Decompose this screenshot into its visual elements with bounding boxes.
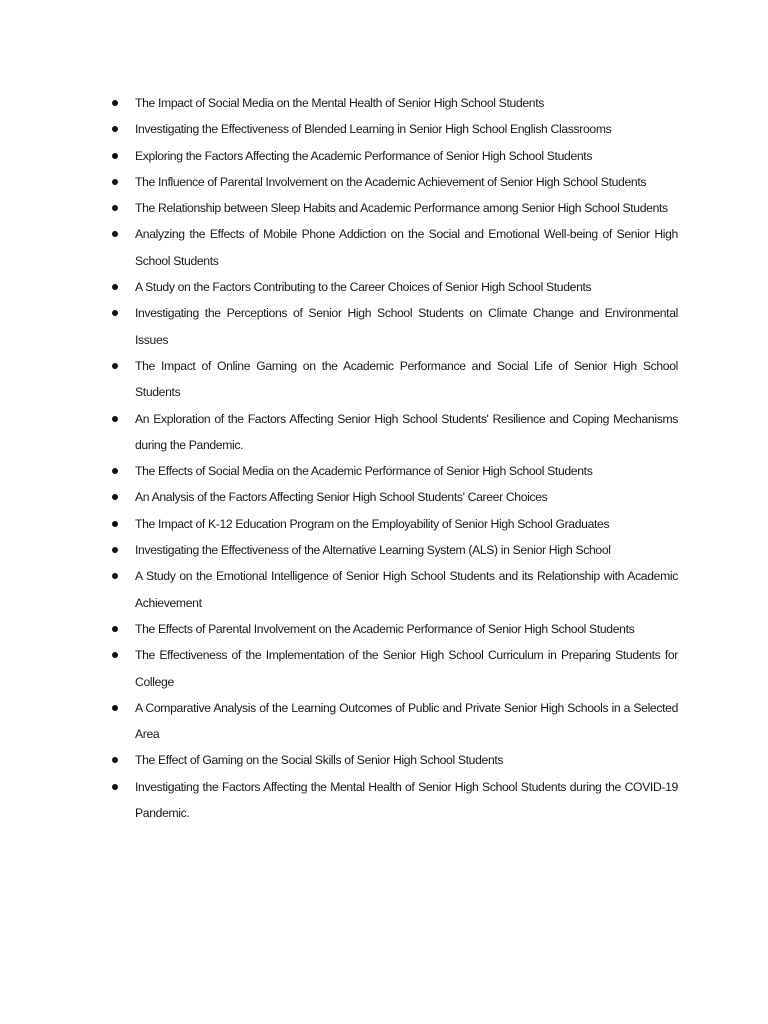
list-item [112,353,678,406]
bullet-icon [112,521,118,527]
bullet-icon [112,100,118,106]
topic-text: The Effects of Parental Involvement on the Academic Performance of Senior High School Students [135,621,635,636]
topic-text: Investigating the Factors Affecting the Mental Health of Senior High School Students during the COVID-19 Pandemic. [135,779,678,821]
list-item [112,616,678,642]
bullet-icon [112,547,118,553]
list-item [112,537,678,563]
topic-text: The Impact of K-12 Education Program on the Employability of Senior High School Graduates [135,516,610,531]
bullet-icon [112,573,118,579]
list-item [112,406,678,459]
bullet-icon [112,705,118,711]
list-item [112,116,678,142]
topic-text: The Effect of Gaming on the Social Skills of Senior High School Students [135,753,504,768]
list-item [112,169,678,195]
topic-text: Investigating the Effectiveness of the Alternative Learning System (ALS) in Senior High School [135,543,611,558]
bullet-icon [112,231,118,237]
list-item [112,747,678,773]
bullet-icon [112,652,118,658]
list-item [112,563,678,616]
list-item [112,642,678,695]
topic-text: A Study on the Emotional Intelligence of Senior High School Students and its Relationship with Academic Achievement [135,569,678,610]
bullet-icon [112,626,118,632]
topic-text: An Analysis of the Factors Affecting Senior High School Students' Career Choices [135,490,548,505]
topic-text: The Effects of Social Media on the Academic Performance of Senior High School Students [135,464,593,479]
list-item [112,458,678,484]
topic-text: Investigating the Perceptions of Senior High School Students on Climate Change and Environmental Issues [135,306,678,347]
bullet-icon [112,153,118,159]
topic-text: The Influence of Parental Involvement on the Academic Achievement of Senior High School Students [135,174,647,189]
bullet-icon [112,784,118,790]
bullet-icon [112,416,118,422]
list-item [112,774,678,827]
list-item [112,484,678,510]
bullet-icon [112,363,118,369]
topic-text: A Comparative Analysis of the Learning Outcomes of Public and Private Senior High Schools in a Selected Area [135,700,678,742]
topic-text: The Effectiveness of the Implementation of the Senior High School Curriculum in Preparing Students for College [135,648,678,689]
bullet-icon [112,126,118,132]
topic-text: An Exploration of the Factors Affecting Senior High School Students' Resilience and Coping Mechanisms during the Pandemic. [135,411,678,452]
topic-text: Analyzing the Effects of Mobile Phone Addiction on the Social and Emotional Well-being of Senior High School Students [135,227,678,268]
research-topics-list [112,90,678,826]
bullet-icon [112,310,118,316]
bullet-icon [112,468,118,474]
bullet-icon [112,284,118,290]
topic-text: Investigating the Effectiveness of Blended Learning in Senior High School English Classrooms [135,122,612,137]
bullet-icon [112,179,118,185]
list-item [112,90,678,116]
topic-text: A Study on the Factors Contributing to the Career Choices of Senior High School Students [135,280,592,295]
list-item [112,300,678,353]
bullet-icon [112,205,118,211]
list-item [112,143,678,169]
list-item [112,511,678,537]
list-item [112,695,678,748]
topic-text: The Impact of Online Gaming on the Academic Performance and Social Life of Senior High School Students [135,358,678,400]
topic-text: Exploring the Factors Affecting the Academic Performance of Senior High School Students [135,148,593,163]
topic-text: The Impact of Social Media on the Mental Health of Senior High School Students [135,96,544,110]
list-item [112,195,678,221]
bullet-icon [112,757,118,763]
bullet-icon [112,494,118,500]
topic-text: The Relationship between Sleep Habits and Academic Performance among Senior High School Students [135,201,668,216]
list-item [112,274,678,300]
list-item [112,221,678,274]
